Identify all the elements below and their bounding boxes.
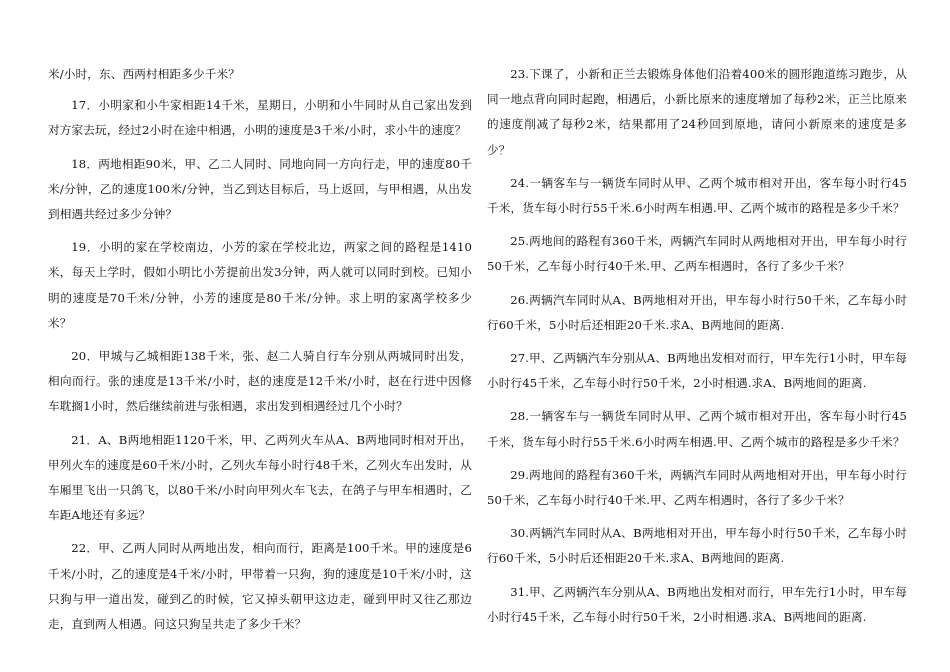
problem-31: 31.甲、乙两辆汽车分别从A、B两地出发相对而行，甲车先行1小时，甲车每小时行45千米，乙车每小时行50千米，2小时相遇.求A、B两地间的距离. [487, 584, 907, 624]
problem-27: 27.甲、乙两辆汽车分别从A、B两地出发相对而行，甲车先行1小时，甲车每小时行45千米，乙车每小时行50千米，2小时相遇.求A、B两地间的距离. [487, 351, 907, 391]
problem-26: 26.两辆汽车同时从A、B两地相对开出，甲车每小时行50千米，乙车每小时行60千米，5小时后还相距20千米.求A、B两地间的距离. [487, 292, 907, 332]
problem-29: 29.两地间的路程有360千米，两辆汽车同时从两地相对开出，甲车每小时行50千米，乙车每小时行40千米.甲、乙两车相遇时，各行了多少千米？ [487, 467, 907, 508]
problem-23: 23.下课了，小新和正兰去锻炼身体他们沿着400米的圆形跑道练习跑步，从同一地点背向同时起跑，相遇后，小新比原来的速度增加了每秒2米，正兰比原来的速度削减了每秒2米，结果都用了24秒回到原地，请问小新原来的速度是多少？ [487, 67, 907, 157]
problem-17: 17．小明家和小牛家相距14千米，星期日，小明和小牛同时从自己家出发到对方家去玩，经过2小时在途中相遇，小明的速度是3千米/小时，求小牛的速度？ [48, 98, 472, 138]
problem-21: 21．A、B两地相距1120千米，甲、乙两列火车从A、B两地同时相对开出，甲列火车的速度是60千米/小时，乙列火车每小时行48千米，乙列火车出发时，从车厢里飞出一只鸽飞，以80千米/小时向甲列火车飞去，在鸽子与甲车相遇时，乙车距A地还有多远？ [48, 432, 472, 523]
problem-22: 22．甲、乙两人同时从两地出发，相向而行，距离是100千米。甲的速度是6千米/小时，乙的速度是4千米/小时，甲带着一只狗，狗的速度是10千米/小时，这只狗与甲一道出发，碰到乙的时候，它又掉头朝甲这边走，碰到甲时又往乙那边走，直到两人相遇。问这只狗呈共走了多少千米？ [48, 541, 472, 632]
problem-18: 18．两地相距90米，甲、乙二人同时、同地向同一方向行走，甲的速度80千米/分钟，乙的速度100米/分钟，当乙到达目标后，马上返回，与甲相遇，从出发到相遇共经过多少分钟？ [48, 156, 472, 222]
right-column [487, 62, 907, 638]
problem-20: 20．甲城与乙城相距138千米，张、赵二人骑自行车分别从两城同时出发，相向而行。张的速度是13千米/小时，赵的速度是12千米/小时，赵在行进中因修车耽搁1小时，然后继续前进与张相遇，求出发到相遇经过几个小时？ [48, 349, 472, 414]
problem-19: 19．小明的家在学校南边，小芳的家在学校北边，两家之间的路程是1410米，每天上学时，假如小明比小芳提前出发3分钟，两人就可以同时到校。已知小明的速度是70千米/分钟，小芳的速度是80千米/分钟。求上明的家离学校多少米？ [48, 240, 472, 330]
left-column [48, 62, 472, 645]
problem-25: 25.两地间的路程有360千米，两辆汽车同时从两地相对开出，甲车每小时行50千米，乙车每小时行40千米.甲、乙两车相遇时，各行了多少千米？ [487, 234, 907, 274]
problem-24: 24.一辆客车与一辆货车同时从甲、乙两个城市相对开出，客车每小时行45千米，货车每小时行55千米.6小时两车相遇.甲、乙两个城市的路程是多少千米？ [487, 175, 907, 216]
problem-28: 28.一辆客车与一辆货车同时从甲、乙两个城市相对开出，客车每小时行45千米，货车每小时行55千米.6小时两车相遇.甲、乙两个城市的路程是多少千米？ [487, 409, 907, 449]
problem-30: 30.两辆汽车同时从A、B两地相对开出，甲车每小时行50千米，乙车每小时行60千米，5小时后还相距20千米.求A、B两地间的距离. [487, 526, 907, 566]
paragraph-continuation: 米/小时，东、西两村相距多少千米？ [48, 67, 240, 81]
